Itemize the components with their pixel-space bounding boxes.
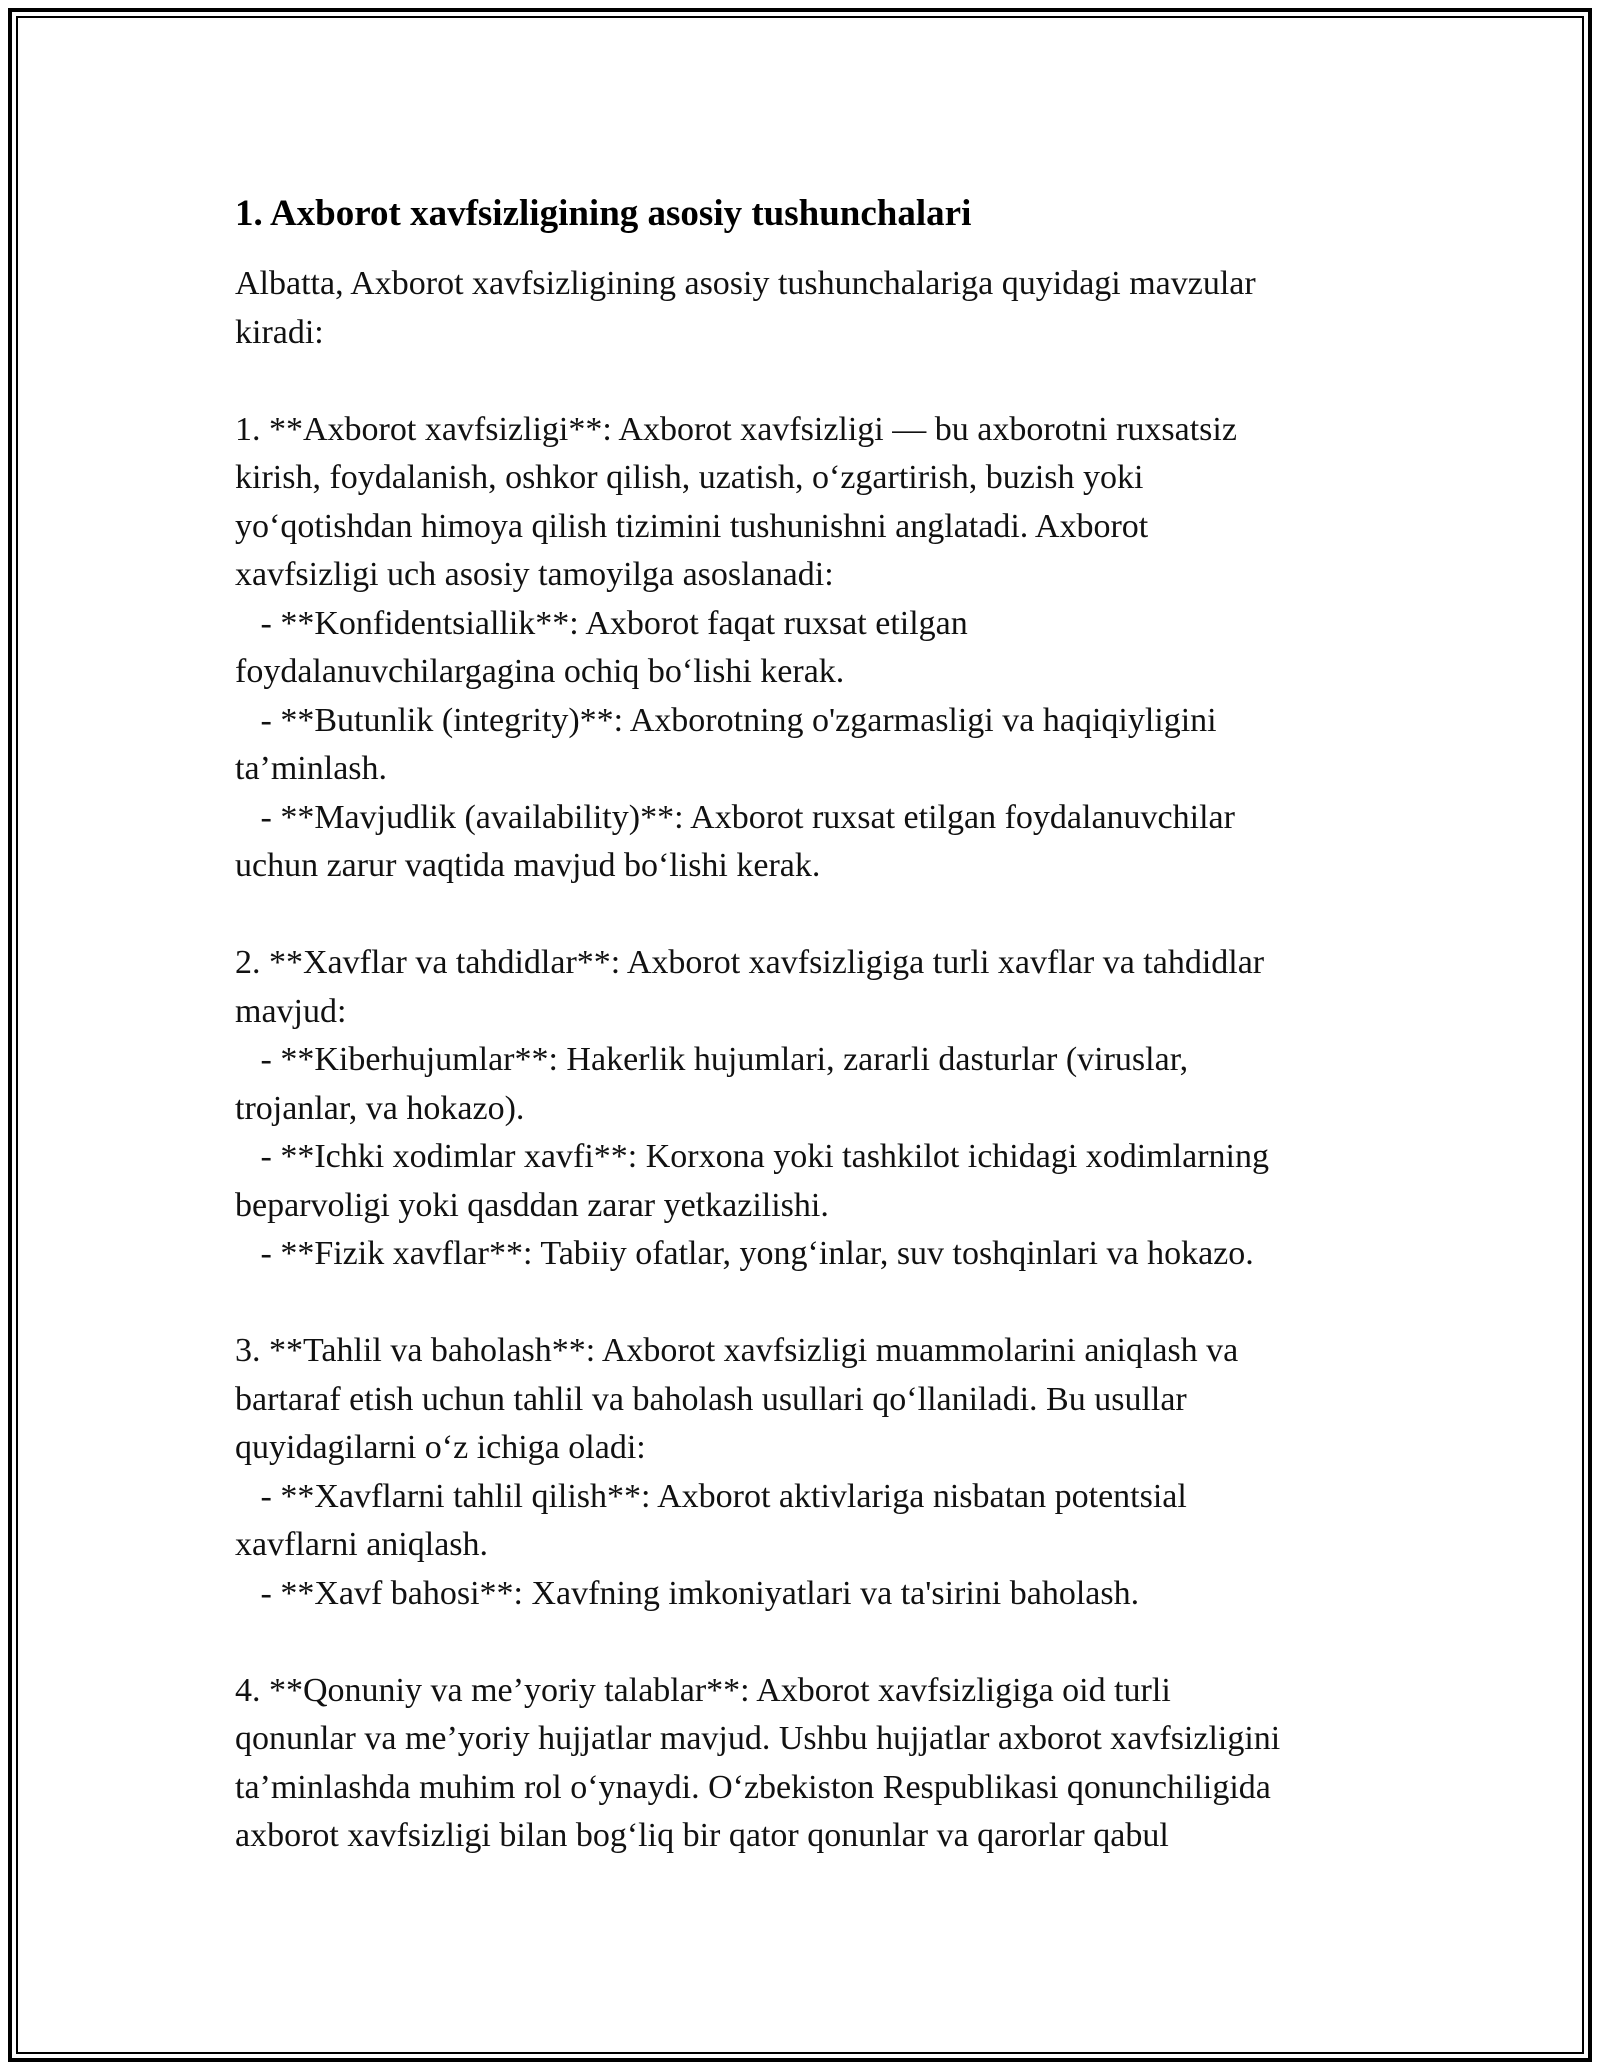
document-body: Albatta, Axborot xavfsizligining asosiy tushunchalariga quyidagi mavzular kiradi: 1. **Axborot xavfsizligi**: Axborot xavfsizligi — bu axborotni ruxsatsiz kirish, foydalanish, oshkor qilish, uzatish, o‘zgartirish, buzish yoki yo‘qotishdan himoya qilish tizimini tushunishni anglatadi. Axborot xavfsizligi uch asosiy tamoyilga asoslanadi: - **Konfidentsiallik**: Axborot faqat ruxsat etilgan foydalanuvchilargagina ochiq bo‘lishi kerak. - **Butunlik (integrity)**: Axborotning o'zgarmasligi va haqiqiyligini ta’minlash. - **Mavjudlik (availability)**: Axborot ruxsat etilgan foydalanuvchilar uchun zarur vaqtida mavjud bo‘lishi kerak. 2. **Xavflar va tahdidlar**: Axborot xavfsizligiga turli xavflar va tahdidlar mavjud: - **Kiberhujumlar**: Hakerlik hujumlari, zararli dasturlar (viruslar, trojanlar, va hokazo). - **Ichki xodimlar xavfi**: Korxona yoki tashkilot ichidagi xodimlarning beparvoligi yoki qasddan zarar yetkazilishi. - **Fizik xavflar**: Tabiiy ofatlar, yong‘inlar, suv toshqinlari va hokazo. 3. **Tahlil va baholash**: Axborot xavfsizligi muammolarini aniqlash va bartaraf etish uchun tahlil va baholash usullari qo‘llaniladi. Bu usullar quyidagilarni o‘z ichiga oladi: - **Xavflarni tahlil qilish**: Axborot aktivlariga nisbatan potentsial xavflarni aniqlash. - **Xavf bahosi**: Xavfning imkoniyatlari va ta'sirini baholash. 4. **Qonuniy va me’yoriy talablar**: Axborot xavfsizligiga oid turli qonunlar va me’yoriy hujjatlar mavjud. Ushbu hujjatlar axborot xavfsizligini ta’minlashda muhim rol o‘ynaydi. O‘zbekiston Respublikasi qonunchiligida axborot xavfsizligi bilan bog‘liq bir qator qonunlar va qarorlar qabul [235,265,1281,1854]
document-title: 1. Axborot xavfsizligining asosiy tushunchalari [235,193,972,234]
page-content [235,190,1375,1861]
